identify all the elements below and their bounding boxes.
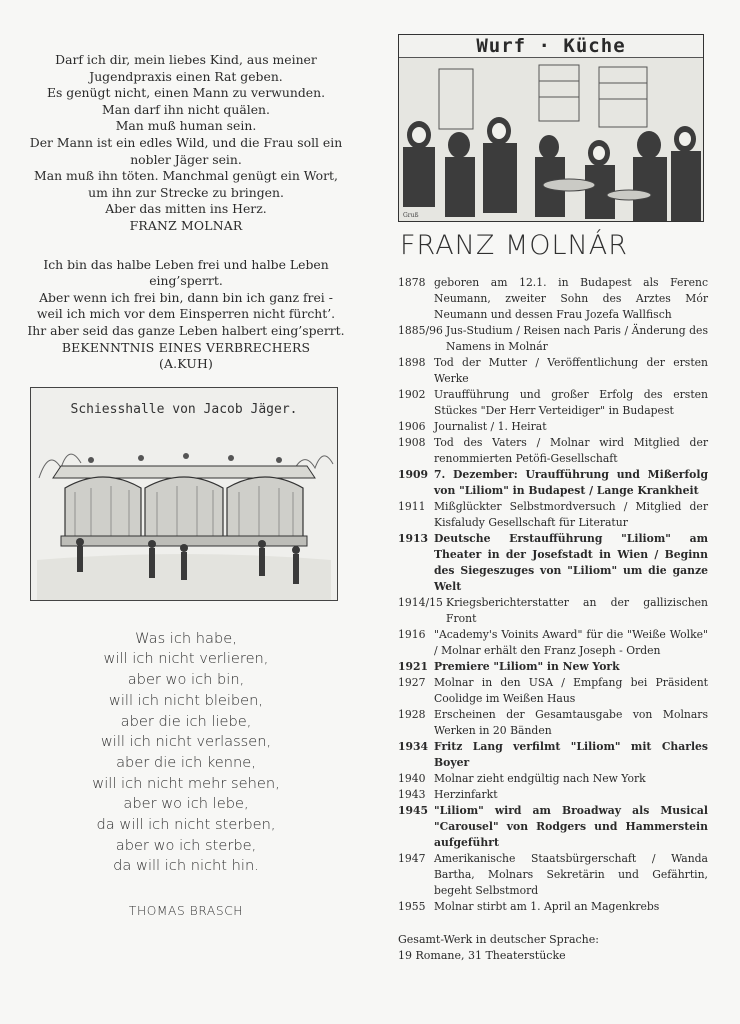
brasch-poem — [22, 629, 350, 922]
poem-line: will ich nicht mehr sehen, — [92, 774, 280, 792]
right-column — [398, 34, 708, 964]
quote-attribution-author: (A.KUH) — [158, 356, 214, 372]
timeline-entry — [398, 899, 708, 915]
timeline-entry — [398, 467, 708, 499]
cafe-drawing — [399, 35, 703, 221]
entry-text: Molnar stirbt am 1. April an Magenkrebs — [434, 900, 660, 913]
timeline-entry — [398, 595, 708, 627]
cafe-illustration — [398, 34, 704, 222]
entry-text: "Academy's Voinits Award" für die "Weiße Wolke" / Molnar erhält den Franz Joseph - Orden — [434, 628, 708, 657]
entry-text: "Liliom" wird am Broadway als Musical "Carousel" von Rodgers und Hammerstein aufgeführt — [434, 804, 708, 849]
timeline-entry — [398, 659, 708, 675]
entry-year: 1898 — [398, 356, 426, 369]
entry-year: 1902 — [398, 388, 426, 401]
entry-year: 1909 — [398, 468, 429, 481]
entry-year: 1878 — [398, 276, 426, 289]
poem-line: will ich nicht verlieren, — [103, 650, 269, 668]
entry-year: 1934 — [398, 740, 429, 753]
quote-line: weil ich mich vor dem Einsperren nicht fürcht’. — [36, 306, 336, 322]
shooting-gallery-illustration — [30, 387, 338, 601]
collected-works — [398, 932, 708, 964]
entry-text: Kriegsberichterstatter an der gallizischen Front — [446, 596, 708, 625]
entry-year: 1943 — [398, 788, 426, 801]
poem-author: THOMAS BRASCH — [128, 904, 244, 919]
poem-line: da will ich nicht hin. — [113, 857, 259, 875]
entry-text: Erscheinen der Gesamtausgabe von Molnars Werken in 20 Bänden — [434, 708, 708, 737]
poem-line: aber wo ich sterbe, — [115, 836, 257, 854]
entry-year: 1928 — [398, 708, 426, 721]
timeline-entry — [398, 387, 708, 419]
entry-year: 1911 — [398, 500, 426, 513]
kuh-quote — [22, 257, 350, 373]
cafe-banner: Wurf · Küche — [399, 35, 703, 58]
entry-year: 1916 — [398, 628, 426, 641]
entry-year: 1940 — [398, 772, 426, 785]
entry-year: 1947 — [398, 852, 426, 865]
quote-line: eing’sperrt. — [149, 273, 223, 289]
entry-year: 1906 — [398, 420, 426, 433]
poem-line: will ich nicht verlassen, — [100, 733, 272, 751]
quote-line: Aber wenn ich frei bin, dann bin ich ganz frei - — [39, 289, 333, 305]
entry-text: Uraufführung und großer Erfolg des ersten Stückes "Der Herr Verteidiger" in Budapest — [434, 388, 708, 417]
molnar-quote — [22, 52, 350, 235]
entry-text: Journalist / 1. Heirat — [434, 420, 547, 433]
timeline-entry — [398, 435, 708, 467]
entry-text: Fritz Lang verfilmt "Liliom" mit Charles Boyer — [434, 740, 708, 769]
poem-line: Was ich habe, — [135, 629, 237, 647]
timeline-entry — [398, 851, 708, 899]
entry-year: 1885/96 — [398, 324, 443, 337]
quote-line: Es genügt nicht, einen Mann zu verwunden. — [46, 85, 326, 101]
entry-year: 1945 — [398, 804, 429, 817]
entry-text: Molnar zieht endgültig nach New York — [434, 772, 646, 785]
quote-attribution: BEKENNTNIS EINES VERBRECHERS — [61, 339, 311, 355]
timeline-entry — [398, 355, 708, 387]
entry-text: Amerikanische Staatsbürgerschaft / Wanda Bartha, Molnars Sekretärin und Gefährtin, begeht Selbstmord — [434, 852, 708, 897]
quote-line: um ihn zur Strecke zu bringen. — [88, 184, 284, 200]
works-count: 19 Romane, 31 Theaterstücke — [398, 949, 566, 962]
poem-line: aber die ich kenne, — [116, 753, 256, 771]
cafe-credit: Gruß — [403, 212, 419, 219]
poem-line: aber wo ich bin, — [127, 671, 245, 689]
works-heading: Gesamt-Werk in deutscher Sprache: — [398, 933, 599, 946]
timeline-entry — [398, 275, 708, 323]
page-title: FRANZ MOLNÁR — [400, 230, 628, 261]
entry-text: Mißglückter Selbstmordversuch / Mitglied der Kisfaludy Gesellschaft für Literatur — [434, 500, 708, 529]
gallery-sign: Schiesshalle von Jacob Jäger. — [70, 401, 298, 417]
timeline-entry — [398, 531, 708, 595]
timeline-entry — [398, 707, 708, 739]
quote-attribution: FRANZ MOLNAR — [129, 217, 243, 233]
timeline-entry — [398, 771, 708, 787]
timeline-entry — [398, 323, 708, 355]
quote-line: Der Mann ist ein edles Wild, und die Frau soll ein — [29, 134, 343, 150]
entry-text: Tod des Vaters / Molnar wird Mitglied der renommierten Petöfi-Gesellschaft — [434, 436, 708, 465]
biography-timeline — [398, 275, 708, 915]
quote-line: Man darf ihn nicht quälen. — [102, 101, 270, 117]
entry-text: Jus-Studium / Reisen nach Paris / Änderung des Namens in Molnár — [446, 324, 708, 353]
entry-text: Premiere "Liliom" in New York — [434, 660, 620, 673]
quote-line: Aber das mitten ins Herz. — [105, 201, 267, 217]
left-column — [22, 46, 350, 922]
entry-text: geboren am 12.1. in Budapest als Ferenc Neumann, zweiter Sohn des Arztes Mór Neumann und dessen Frau Jozefa Wallfisch — [434, 276, 708, 321]
timeline-entry — [398, 787, 708, 803]
entry-year: 1914/15 — [398, 596, 443, 609]
entry-year: 1921 — [398, 660, 429, 673]
entry-text: 7. Dezember: Uraufführung und Mißerfolg von "Liliom" in Budapest / Lange Krankheit — [434, 468, 708, 497]
timeline-entry — [398, 419, 708, 435]
poem-line: aber die ich liebe, — [120, 712, 252, 730]
entry-text: Herzinfarkt — [434, 788, 498, 801]
timeline-entry — [398, 803, 708, 851]
entry-year: 1913 — [398, 532, 429, 545]
entry-text: Tod der Mutter / Veröffentlichung der ersten Werke — [434, 356, 708, 385]
entry-year: 1955 — [398, 900, 426, 913]
quote-line: Darf ich dir, mein liebes Kind, aus meiner — [55, 52, 317, 67]
entry-year: 1927 — [398, 676, 426, 689]
quote-line: Man muß human sein. — [115, 118, 257, 134]
timeline-entry — [398, 739, 708, 771]
poem-line: da will ich nicht sterben, — [96, 816, 276, 834]
timeline-entry — [398, 499, 708, 531]
timeline-entry — [398, 627, 708, 659]
quote-line: Jugendpraxis einen Rat geben. — [89, 68, 283, 84]
quote-line: Ich bin das halbe Leben frei und halbe Leben — [43, 256, 329, 272]
entry-text: Deutsche Erstaufführung "Liliom" am Theater in der Josefstadt in Wien / Beginn des Siegeszuges von "Liliom" um die ganze Welt — [434, 532, 708, 593]
quote-line: Ihr aber seid das ganze Leben halbert eing’sperrt. — [27, 322, 345, 338]
gallery-drawing — [31, 388, 337, 600]
entry-text: Molnar in den USA / Empfang bei Präsident Coolidge im Weißen Haus — [434, 676, 708, 705]
timeline-entry — [398, 675, 708, 707]
poem-line: aber wo ich lebe, — [123, 795, 249, 813]
entry-year: 1908 — [398, 436, 426, 449]
quote-line: Man muß ihn töten. Manchmal genügt ein Wort, — [34, 168, 338, 184]
quote-line: nobler Jäger sein. — [130, 151, 242, 167]
poem-line: will ich nicht bleiben, — [108, 691, 264, 709]
